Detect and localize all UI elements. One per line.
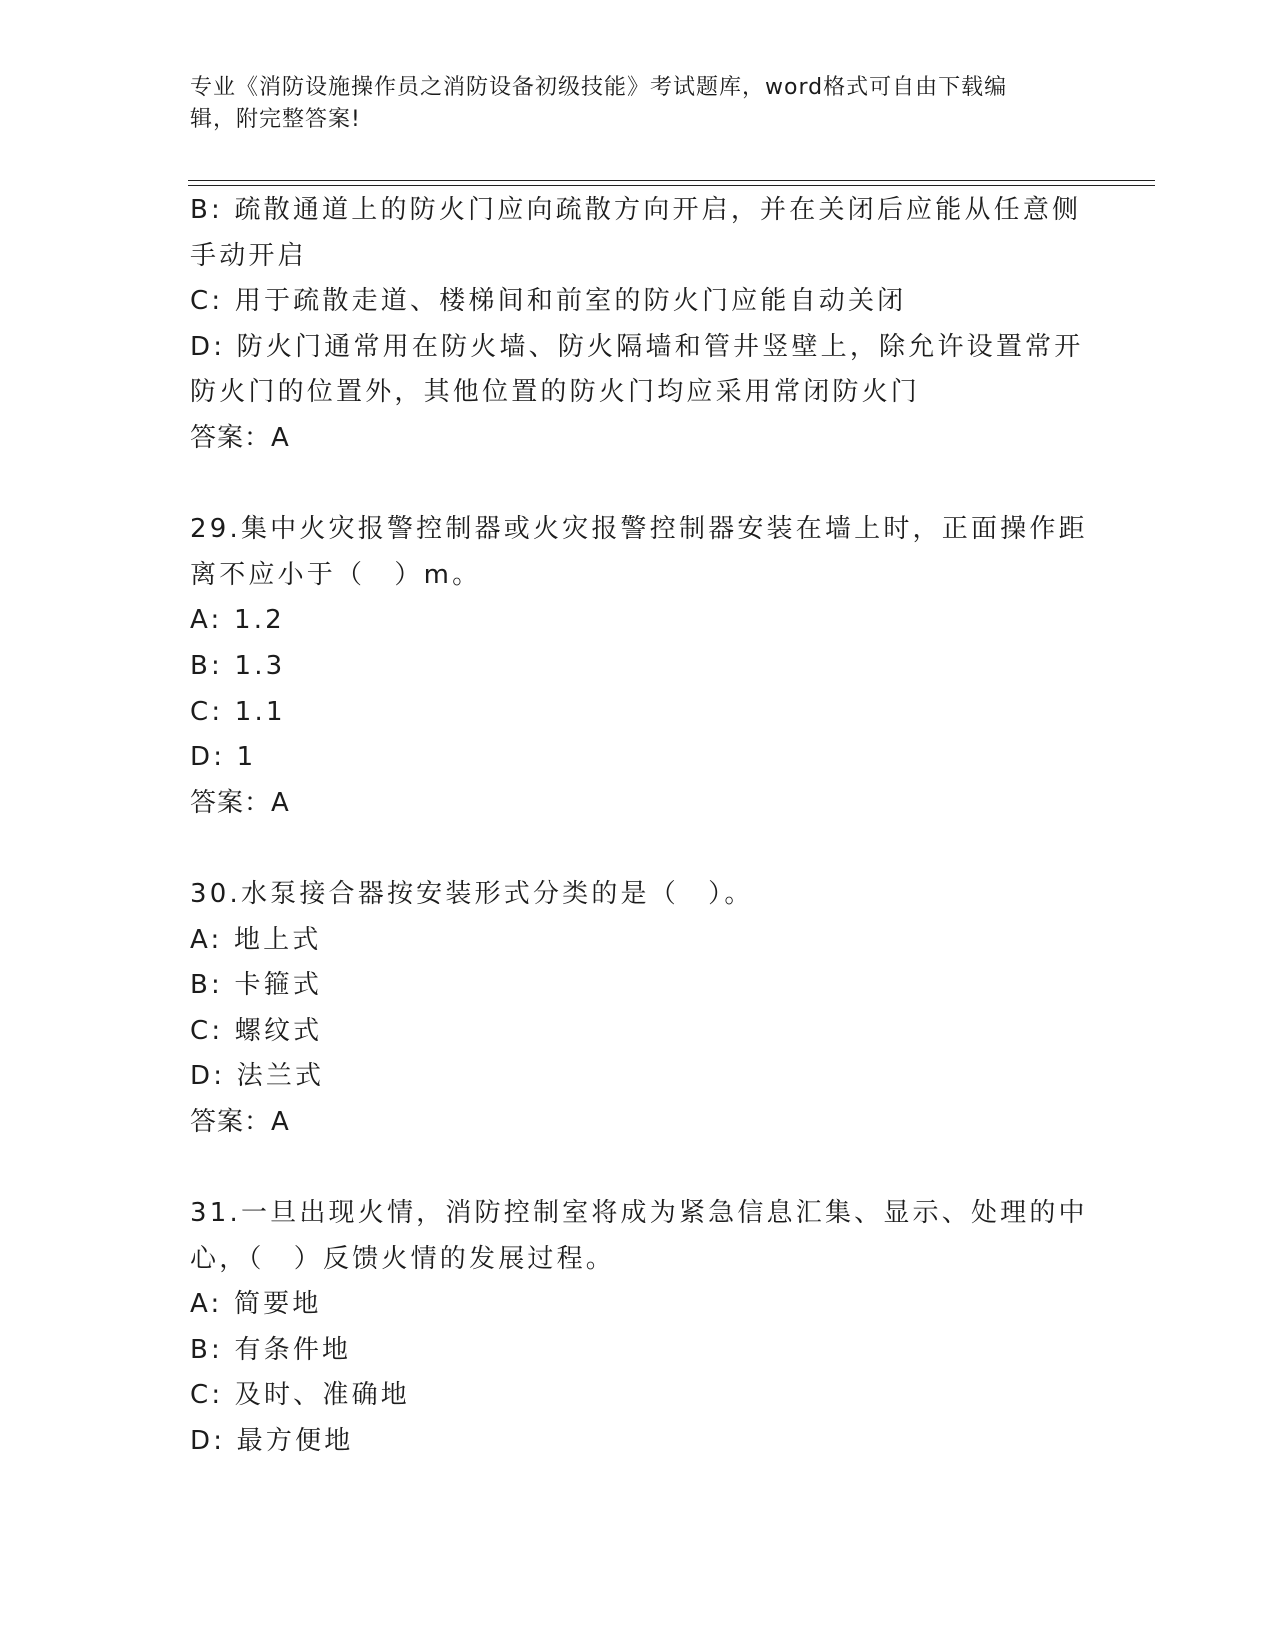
option-b: B: 1.3 [190, 650, 286, 681]
option-d-line-2: 防火门的位置外，其他位置的防火门均应采用常闭防火门 [190, 377, 921, 408]
question-block-29 [190, 507, 1090, 826]
option-c: C: 螺纹式 [190, 1015, 323, 1046]
option-a: A: 简要地 [190, 1289, 322, 1320]
answer: 答案：A [190, 787, 290, 818]
spacer [190, 462, 1090, 508]
option-b-line-1: B: 疏散通道上的防火门应向疏散方向开启，并在关闭后应能从任意侧 [190, 195, 1082, 225]
header-divider-bottom [188, 185, 1155, 186]
question-block-31 [190, 1191, 1090, 1465]
header-divider-top [188, 180, 1155, 181]
option-b: B: 有条件地 [190, 1334, 352, 1365]
question-stem-line-1: 30.水泵接合器按安装形式分类的是（ ）。 [190, 878, 754, 909]
question-stem-line-1: 29.集中火灾报警控制器或火灾报警控制器安装在墙上时，正面操作距 [190, 514, 1088, 545]
option-b-line-2: 手动开启 [190, 240, 307, 271]
question-block-prev [190, 188, 1090, 462]
option-c: C: 1.1 [190, 696, 286, 727]
option-c: C: 及时、准确地 [190, 1380, 410, 1411]
question-stem-line-2: 离不应小于（ ）m。 [190, 559, 482, 590]
option-a: A: 1.2 [190, 605, 285, 636]
question-stem-line-2: 心，（ ）反馈火情的发展过程。 [190, 1243, 616, 1274]
question-stem-line-1: 31.一旦出现火情，消防控制室将成为紧急信息汇集、显示、处理的中 [190, 1198, 1088, 1229]
spacer [190, 826, 1090, 872]
option-d: D: 法兰式 [190, 1061, 325, 1092]
option-b: B: 卡箍式 [190, 970, 323, 1001]
answer: 答案：A [190, 422, 290, 453]
document-body [190, 188, 1090, 1465]
option-d: D: 最方便地 [190, 1426, 354, 1457]
option-d-line-1: D: 防火门通常用在防火墙、防火隔墙和管井竖壁上，除允许设置常开 [190, 331, 1084, 362]
question-block-30 [190, 872, 1090, 1146]
option-a: A: 地上式 [190, 924, 322, 955]
option-c: C: 用于疏散走道、楼梯间和前室的防火门应能自动关闭 [190, 286, 907, 317]
header-line-2: 辑，附完整答案! [190, 107, 361, 132]
document-header [190, 72, 1070, 136]
spacer [190, 1145, 1090, 1191]
header-line-1: 专业《消防设施操作员之消防设备初级技能》考试题库，word格式可自由下载编 [190, 75, 1008, 100]
answer: 答案：A [190, 1106, 290, 1137]
option-d: D: 1 [190, 742, 257, 773]
